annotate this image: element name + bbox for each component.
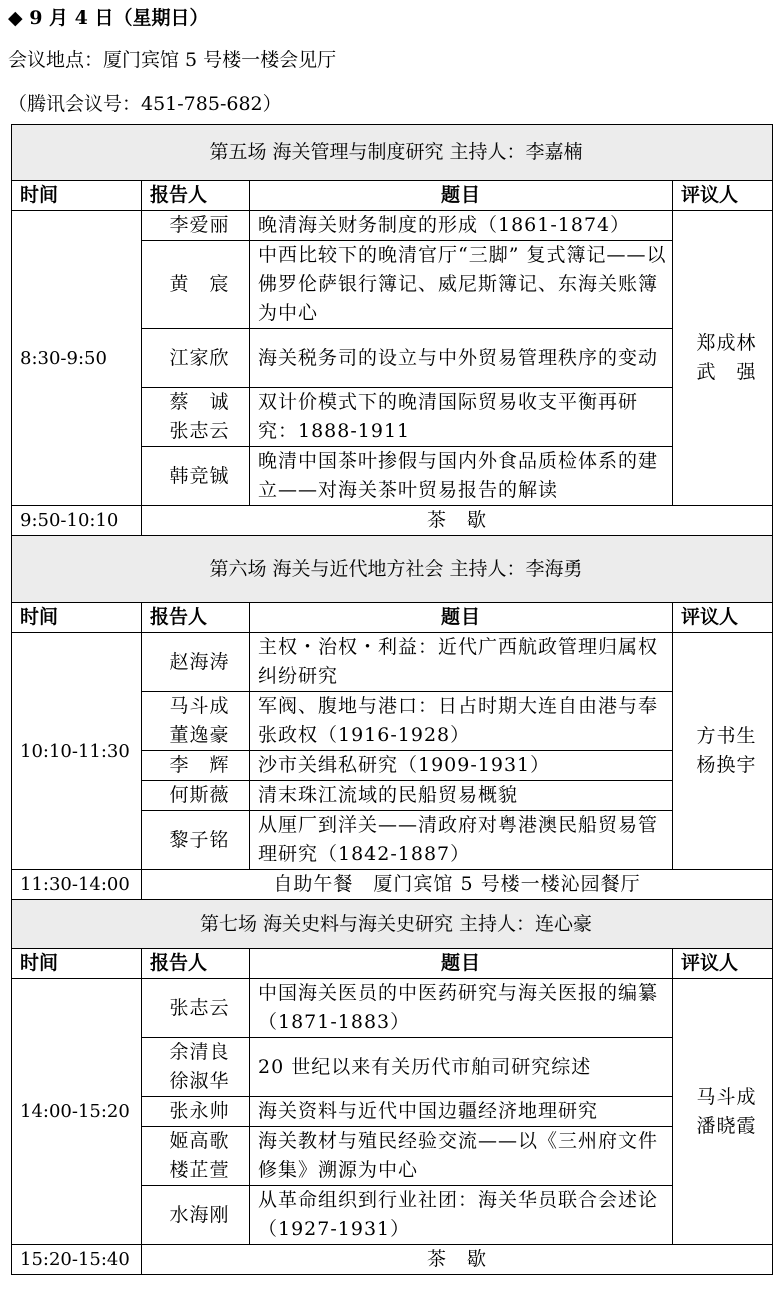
table-row xyxy=(12,979,773,1038)
reviewer-cell: 郑成林 武 强 xyxy=(673,211,773,506)
time-slot: 10:10-11:30 xyxy=(12,633,142,870)
topic-cell: 从厘厂到洋关——清政府对粤港澳民船贸易管理研究（1842-1887） xyxy=(250,811,673,870)
topic-cell: 沙市关缉私研究（1909-1931） xyxy=(250,751,673,781)
lunch-break-row xyxy=(12,870,773,900)
break-time: 11:30-14:00 xyxy=(12,870,142,900)
col-reviewer-header: 评议人 xyxy=(673,949,773,979)
session-6-title-row xyxy=(12,536,773,603)
topic-cell: 海关税务司的设立与中外贸易管理秩序的变动 xyxy=(250,329,673,388)
session-title: 第七场 海关史料与海关史研究 主持人：连心豪 xyxy=(12,900,773,949)
tencent-meeting-line: （腾讯会议号：451-785-682） xyxy=(8,93,282,115)
topic-cell: 海关教材与殖民经验交流——以《三州府文件修集》溯源为中心 xyxy=(250,1127,673,1186)
session-5-title-row xyxy=(12,125,773,181)
col-reviewer-header: 评议人 xyxy=(673,603,773,633)
topic-cell: 中国海关医员的中医药研究与海关医报的编纂（1871-1883） xyxy=(250,979,673,1038)
topic-cell: 晚清中国茶叶掺假与国内外食品质检体系的建立——对海关茶叶贸易报告的解读 xyxy=(250,447,673,506)
reporter-cell: 姬高歌 楼芷萱 xyxy=(142,1127,250,1186)
col-reviewer-header: 评议人 xyxy=(673,181,773,211)
reporter-cell: 余清良 徐淑华 xyxy=(142,1038,250,1097)
session-title: 第六场 海关与近代地方社会 主持人：李海勇 xyxy=(12,536,773,603)
tea-break-row xyxy=(12,506,773,536)
topic-cell: 海关资料与近代中国边疆经济地理研究 xyxy=(250,1097,673,1127)
topic-cell: 晚清海关财务制度的形成（1861-1874） xyxy=(250,211,673,241)
col-time-header: 时间 xyxy=(12,181,142,211)
reporter-cell: 水海刚 xyxy=(142,1186,250,1245)
col-topic-header: 题目 xyxy=(250,949,673,979)
reporter-cell: 韩竞铖 xyxy=(142,447,250,506)
schedule-table xyxy=(11,124,773,1275)
col-reporter-header: 报告人 xyxy=(142,603,250,633)
table-row xyxy=(12,633,773,692)
topic-cell: 清末珠江流域的民船贸易概貌 xyxy=(250,781,673,811)
reporter-cell: 黄 宸 xyxy=(142,241,250,329)
col-time-header: 时间 xyxy=(12,949,142,979)
reporter-cell: 李爱丽 xyxy=(142,211,250,241)
col-topic-header: 题目 xyxy=(250,181,673,211)
session-7-title-row xyxy=(12,900,773,949)
table-row xyxy=(12,211,773,241)
col-topic-header: 题目 xyxy=(250,603,673,633)
break-label: 自助午餐 厦门宾馆 5 号楼一楼沁园餐厅 xyxy=(142,870,773,900)
reviewer-cell: 马斗成 潘晓霞 xyxy=(673,979,773,1245)
reviewer-cell: 方书生 杨换宇 xyxy=(673,633,773,870)
topic-cell: 中西比较下的晚清官厅“三脚” 复式簿记——以佛罗伦萨银行簿记、威尼斯簿记、东海关账簿为中心 xyxy=(250,241,673,329)
column-header-row xyxy=(12,181,773,211)
reporter-cell: 赵海涛 xyxy=(142,633,250,692)
topic-cell: 双计价模式下的晚清国际贸易收支平衡再研究：1888-1911 xyxy=(250,388,673,447)
date-heading: ◆ 9 月 4 日（星期日） xyxy=(8,7,209,29)
reporter-cell: 张志云 xyxy=(142,979,250,1038)
break-time: 9:50-10:10 xyxy=(12,506,142,536)
topic-cell: 主权・治权・利益：近代广西航政管理归属权纠纷研究 xyxy=(250,633,673,692)
col-reporter-header: 报告人 xyxy=(142,181,250,211)
topic-cell: 20 世纪以来有关历代市舶司研究综述 xyxy=(250,1038,673,1097)
session-title: 第五场 海关管理与制度研究 主持人：李嘉楠 xyxy=(12,125,773,181)
break-label: 茶 歇 xyxy=(142,506,773,536)
break-label: 茶 歇 xyxy=(142,1245,773,1275)
col-reporter-header: 报告人 xyxy=(142,949,250,979)
time-slot: 14:00-15:20 xyxy=(12,979,142,1245)
venue-line: 会议地点：厦门宾馆 5 号楼一楼会见厅 xyxy=(8,49,337,71)
topic-cell: 军阀、腹地与港口：日占时期大连自由港与奉张政权（1916-1928） xyxy=(250,692,673,751)
topic-cell: 从革命组织到行业社团：海关华员联合会述论（1927-1931） xyxy=(250,1186,673,1245)
reporter-cell: 何斯薇 xyxy=(142,781,250,811)
reporter-cell: 蔡 诚 张志云 xyxy=(142,388,250,447)
time-slot: 8:30-9:50 xyxy=(12,211,142,506)
reporter-cell: 张永帅 xyxy=(142,1097,250,1127)
reporter-cell: 李 辉 xyxy=(142,751,250,781)
column-header-row xyxy=(12,603,773,633)
tea-break-row xyxy=(12,1245,773,1275)
reporter-cell: 马斗成 董逸豪 xyxy=(142,692,250,751)
reporter-cell: 江家欣 xyxy=(142,329,250,388)
reporter-cell: 黎子铭 xyxy=(142,811,250,870)
col-time-header: 时间 xyxy=(12,603,142,633)
break-time: 15:20-15:40 xyxy=(12,1245,142,1275)
column-header-row xyxy=(12,949,773,979)
